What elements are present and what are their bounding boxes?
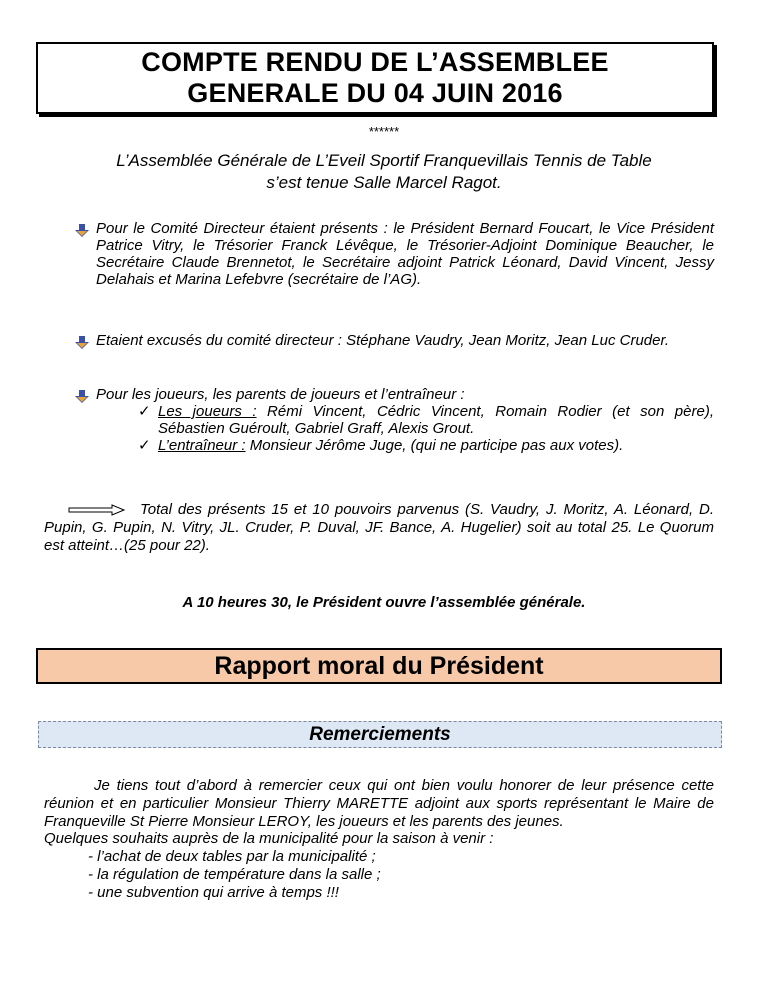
document-title-line-1: COMPTE RENDU DE L’ASSEMBLEE — [141, 47, 609, 77]
wish-item: - la régulation de température dans la salle ; — [88, 865, 381, 883]
bullet-present-board — [74, 220, 714, 288]
wish-item: - une subvention qui arrive à temps !!! — [88, 883, 339, 901]
blue-down-arrow-bullet-icon — [74, 224, 90, 238]
separator-stars: ****** — [368, 124, 400, 139]
subsection-header-box — [38, 721, 722, 748]
wishes-intro: Quelques souhaits auprès de la municipalité pour la saison à venir : — [44, 830, 494, 848]
thanks-paragraph — [44, 777, 714, 902]
intro-line-1: L’Assemblée Générale de L’Eveil Sportif Franquevillais Tennis de Table — [116, 151, 652, 170]
subsection-title: Remerciements — [309, 723, 451, 745]
thanks-text: Je tiens tout d’abord à remercier ceux qui ont bien voulu honorer de leur présence cette réunion et en particulier Monsieur Thierry MARETTE adjoint aux sports représentant le Maire de Franqueville St Pierre Monsieur LEROY, les joueurs et les parents des jeunes. — [44, 777, 714, 830]
blue-down-arrow-bullet-icon — [74, 390, 90, 404]
total-attendance — [44, 501, 714, 555]
bullet-excused — [74, 332, 714, 349]
excused-text: Etaient excusés du comité directeur : Stéphane Vaudry, Jean Moritz, Jean Luc Cruder. — [96, 332, 670, 349]
intro-line-2: s’est tenue Salle Marcel Ragot. — [266, 173, 502, 192]
blue-down-arrow-bullet-icon — [74, 336, 90, 350]
coach-list-item — [138, 437, 714, 454]
present-board-text: Pour le Comité Directeur étaient présents : le Président Bernard Foucart, le Vice Président Patrice Vitry, le Trésorier Franck Lévêque, le Trésorier-Adjoint Dominique Beaucher, le Secrétaire Claude Brennetot, le Secrétaire adjoint Patrick Léonard, David Vincent, Jessy Delahais et Marina Lefebvre (secrétaire de l’AG). — [96, 220, 714, 288]
checkmark-icon: ✓ — [138, 403, 151, 420]
players-label: Les joueurs : — [158, 403, 257, 420]
coach-text: Monsieur Jérôme Juge, (qui ne participe pas aux votes). — [245, 437, 624, 454]
document-title-box — [36, 42, 714, 114]
players-intro-text: Pour les joueurs, les parents de joueurs et l’entraîneur : — [96, 386, 465, 403]
intro-text — [44, 150, 724, 194]
coach-label: L’entraîneur : — [158, 437, 246, 454]
section-header-box — [36, 648, 722, 684]
wish-item: - l’achat de deux tables par la municipalité ; — [88, 848, 376, 866]
document-title-line-2: GENERALE DU 04 JUIN 2016 — [187, 78, 563, 108]
outline-right-arrow-icon — [68, 504, 126, 516]
meeting-opening: A 10 heures 30, le Président ouvre l’assemblée générale. — [182, 594, 586, 611]
section-title: Rapport moral du Président — [214, 651, 544, 680]
bullet-players — [74, 386, 714, 454]
total-attendance-text: Total des présents 15 et 10 pouvoirs parvenus (S. Vaudry, J. Moritz, A. Léonard, D. Pupin, G. Pupin, N. Vitry, JL. Cruder, P. Duval, JF. Bance, A. Hugelier) soit au total 25. Le Quorum est atteint…(25 pour 22). — [44, 501, 714, 554]
players-text: Rémi Vincent, Cédric Vincent, Romain Rodier (et son père), Sébastien Guéroult, Gabriel Graff, Alexis Grout. — [158, 403, 714, 437]
players-list-item — [138, 403, 714, 437]
checkmark-icon: ✓ — [138, 437, 151, 454]
